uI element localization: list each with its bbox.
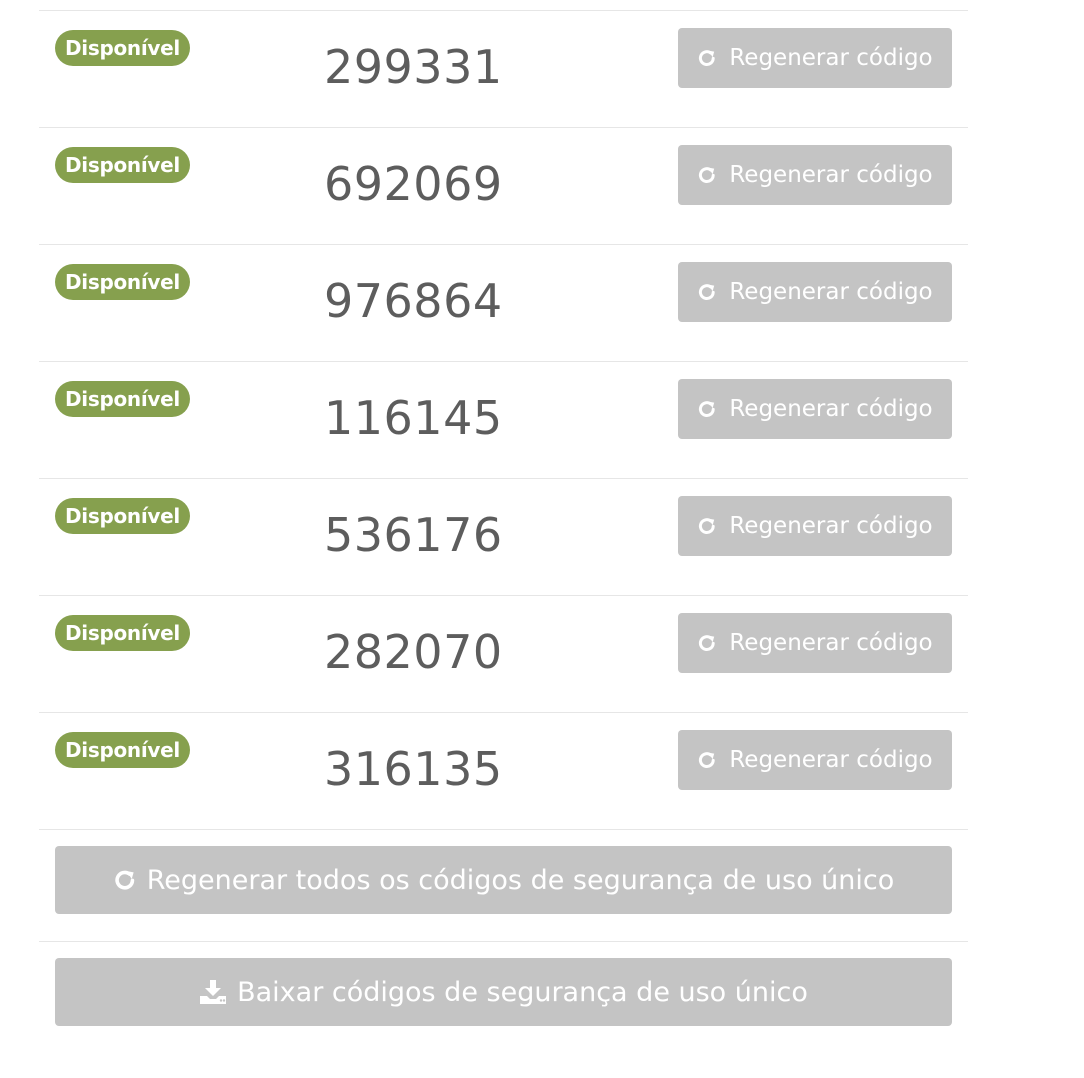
regenerate-code-label: Regenerar código [729, 279, 933, 305]
status-badge: Disponível [55, 732, 190, 768]
status-badge: Disponível [55, 381, 190, 417]
status-badge: Disponível [55, 30, 190, 66]
regenerate-code-label: Regenerar código [729, 630, 933, 656]
regenerate-code-label: Regenerar código [729, 396, 933, 422]
refresh-icon [697, 750, 717, 770]
code-row [39, 478, 968, 595]
status-badge: Disponível [55, 264, 190, 300]
download-codes-button[interactable] [55, 958, 952, 1026]
code-row [39, 361, 968, 478]
codes-list [39, 10, 968, 830]
backup-code: 692069 [324, 157, 503, 211]
code-row [39, 244, 968, 361]
status-badge: Disponível [55, 498, 190, 534]
backup-code: 282070 [324, 625, 503, 679]
status-badge: Disponível [55, 147, 190, 183]
regenerate-code-button[interactable] [678, 496, 952, 556]
backup-code: 536176 [324, 508, 503, 562]
regenerate-all-button[interactable] [55, 846, 952, 914]
backup-code: 976864 [324, 274, 503, 328]
download-icon [199, 979, 227, 1005]
code-row [39, 127, 968, 244]
regenerate-code-button[interactable] [678, 379, 952, 439]
backup-code: 299331 [324, 40, 503, 94]
regenerate-code-label: Regenerar código [729, 513, 933, 539]
regenerate-all-section [39, 830, 968, 942]
regenerate-code-label: Regenerar código [729, 162, 933, 188]
regenerate-code-button[interactable] [678, 28, 952, 88]
refresh-icon [697, 48, 717, 68]
refresh-icon [697, 633, 717, 653]
regenerate-code-button[interactable] [678, 730, 952, 790]
backup-code: 116145 [324, 391, 503, 445]
regenerate-code-button[interactable] [678, 145, 952, 205]
code-row [39, 595, 968, 712]
refresh-icon [697, 282, 717, 302]
regenerate-code-label: Regenerar código [729, 747, 933, 773]
code-row [39, 10, 968, 127]
code-row [39, 712, 968, 830]
regenerate-code-label: Regenerar código [729, 45, 933, 71]
download-section [39, 942, 968, 1042]
status-badge: Disponível [55, 615, 190, 651]
download-codes-label: Baixar códigos de segurança de uso único [237, 976, 808, 1008]
refresh-icon [697, 399, 717, 419]
backup-codes-panel [39, 10, 968, 1042]
refresh-icon [697, 516, 717, 536]
regenerate-code-button[interactable] [678, 613, 952, 673]
regenerate-code-button[interactable] [678, 262, 952, 322]
regenerate-all-label: Regenerar todos os códigos de segurança de uso único [146, 864, 895, 896]
backup-code: 316135 [324, 742, 503, 796]
refresh-icon [113, 868, 137, 892]
refresh-icon [697, 165, 717, 185]
